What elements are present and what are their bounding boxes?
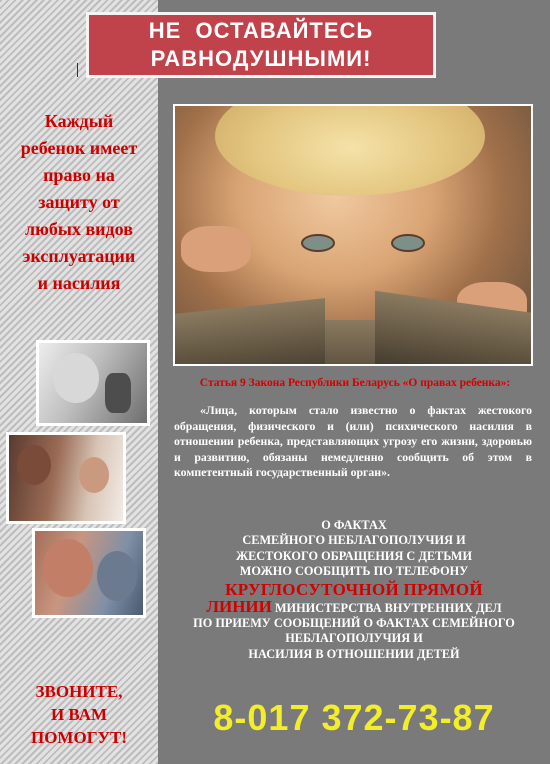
title-line-2: РАВНОДУШНЫМИ! <box>150 46 372 71</box>
man-face-shape <box>43 539 93 597</box>
fence-board-left <box>175 298 325 366</box>
call-to-action <box>4 680 154 749</box>
rights-line: право на <box>43 165 115 185</box>
sad-child-photo <box>36 340 150 426</box>
law-quote: «Лица, которым стало известно о фактах жестокого обращения, физического и (или) психического насилия в отношении ребенка, представляющих угрозу его жизни, здоровью и развитию, обязаны немедленно сообщить об этом в компетентный государственный орган». <box>174 403 532 480</box>
rights-line: ребенок имеет <box>20 138 138 158</box>
rights-line: любых видов <box>25 219 133 239</box>
woman-face-shape <box>79 457 109 493</box>
report-line: СЕМЕЙНОГО НЕБЛАГОПОЛУЧИЯ И <box>242 533 466 548</box>
child-rights-text <box>6 108 152 297</box>
report-line: НАСИЛИЯ В ОТНОШЕНИИ ДЕТЕЙ <box>248 646 460 661</box>
report-line: О ФАКТАХ <box>321 518 387 532</box>
title-line-1: НЕ ОСТАВАЙТЕСЬ <box>148 18 374 43</box>
child-face-shape <box>53 353 99 403</box>
report-line: НЕБЛАГОПОЛУЧИЯ И <box>285 631 423 646</box>
law-heading: Статья 9 Закона Республики Беларусь «О правах ребенка»: <box>199 377 511 389</box>
right-eye-shape <box>391 234 425 252</box>
hotline-word: ЛИНИИ <box>206 596 272 616</box>
report-line: ПО ПРИЕМУ СООБЩЕНИЙ О ФАКТАХ СЕМЕЙНОГО <box>193 616 515 631</box>
report-line-mixed <box>160 596 548 616</box>
rights-line: Каждый <box>44 111 114 131</box>
hotline-phone-number: 8-017 372-73-87 <box>213 697 495 738</box>
child-behind-fence-photo <box>173 104 533 366</box>
ministry-text: МИНИСТЕРСТВА ВНУТРЕННИХ ДЕЛ <box>271 600 502 615</box>
rights-line: защиту от <box>38 192 120 212</box>
child-head-shape <box>97 551 137 601</box>
rights-line: эксплуатации <box>22 246 136 266</box>
rights-line: и насилия <box>37 273 121 293</box>
left-eye-shape <box>301 234 335 252</box>
left-hand-shape <box>181 226 251 272</box>
page-title <box>86 12 436 78</box>
shouting-adult-photo <box>32 528 146 618</box>
report-line: МОЖНО СООБЩИТЬ ПО ТЕЛЕФОНУ <box>239 564 469 579</box>
bottle-shape <box>105 373 131 413</box>
hotline-highlight: КРУГЛОСУТОЧНОЙ ПРЯМОЙ <box>225 579 483 599</box>
report-line: ЖЕСТОКОГО ОБРАЩЕНИЯ С ДЕТЬМИ <box>235 548 473 563</box>
family-conflict-photo <box>6 432 126 524</box>
call-line: И ВАМ <box>50 705 108 724</box>
divider-mark <box>77 63 78 77</box>
adult-face-shape <box>17 445 51 485</box>
report-info <box>160 518 548 662</box>
call-line: ПОМОГУТ! <box>30 728 127 747</box>
hair-shape <box>215 104 485 196</box>
call-line: ЗВОНИТЕ, <box>35 682 123 701</box>
